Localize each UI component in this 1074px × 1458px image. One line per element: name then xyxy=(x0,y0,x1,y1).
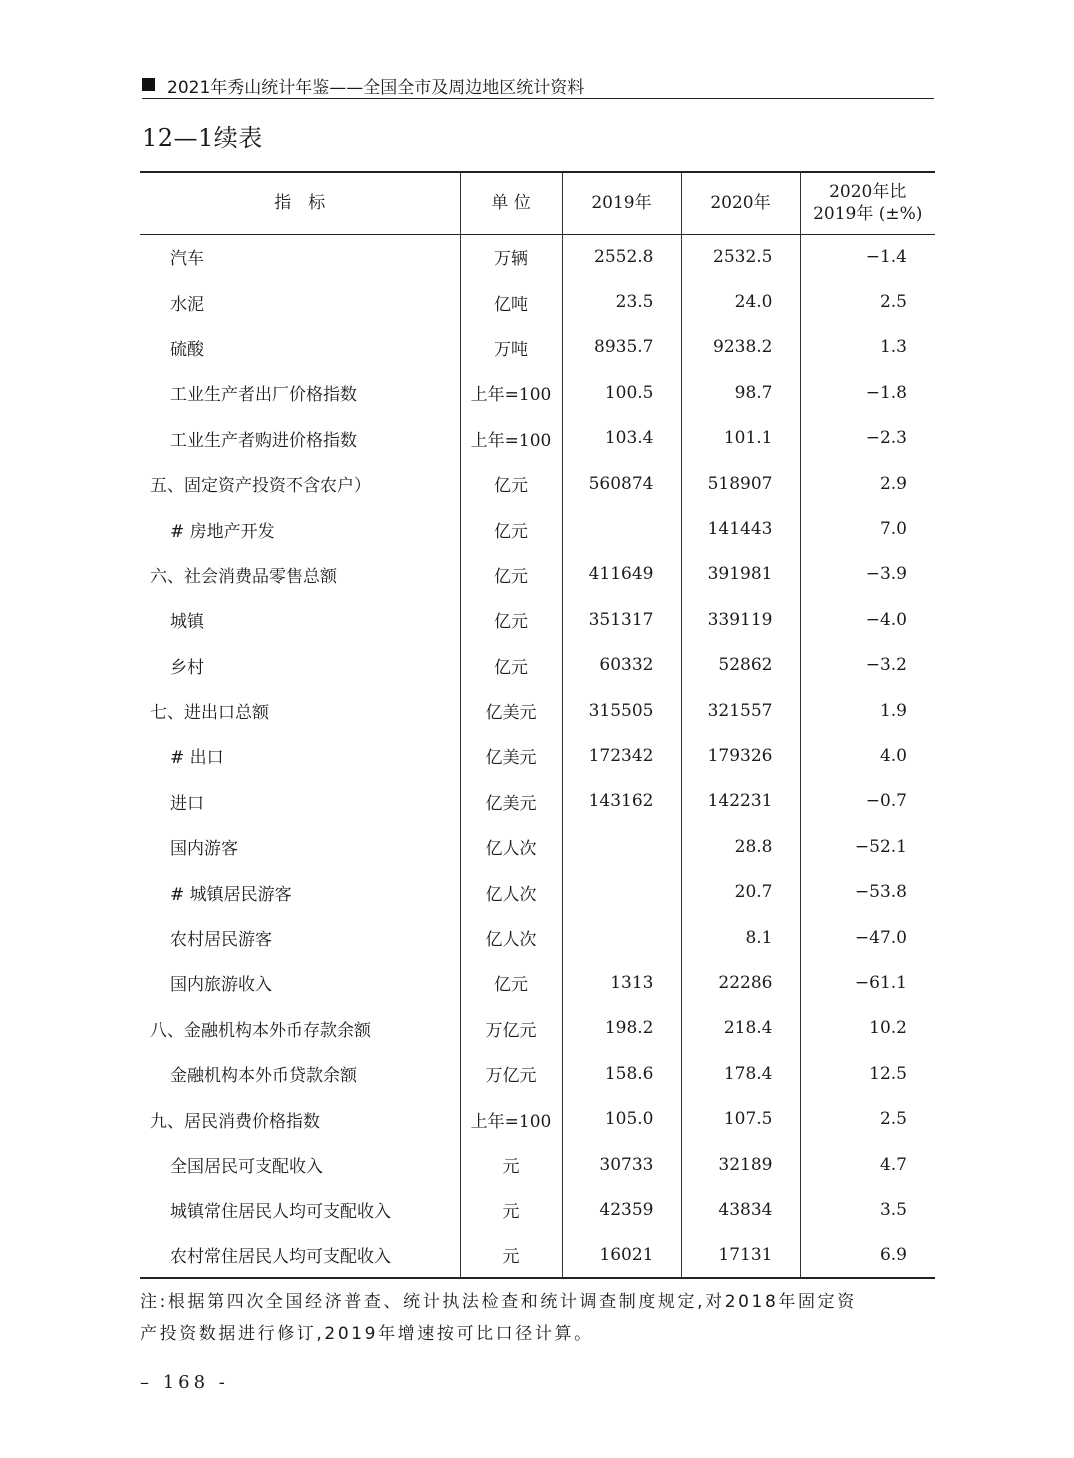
value-2020-cell: 8.1 xyxy=(681,915,800,960)
change-cell: −47.0 xyxy=(800,915,935,960)
change-cell: 2.5 xyxy=(800,279,935,324)
indicator-cell: 七、进出口总额 xyxy=(150,703,269,724)
change-cell: −1.4 xyxy=(800,234,935,279)
indicator-cell: # 房地产开发 xyxy=(170,521,275,542)
change-cell: 1.9 xyxy=(800,688,935,733)
table-row xyxy=(140,279,935,324)
value-2020-cell: 24.0 xyxy=(681,279,800,324)
change-cell: 7.0 xyxy=(800,506,935,551)
page-number: – 168 - xyxy=(140,1372,229,1393)
indicator-cell: 城镇常住居民人均可支配收入 xyxy=(170,1202,391,1223)
value-2020-cell: 9238.2 xyxy=(681,325,800,370)
table-row xyxy=(140,416,935,461)
value-2019-cell: 60332 xyxy=(562,643,681,688)
table-row xyxy=(140,869,935,914)
value-2019-cell: 42359 xyxy=(562,1187,681,1232)
unit-cell: 亿美元 xyxy=(460,733,562,778)
value-2020-cell: 218.4 xyxy=(681,1006,800,1051)
header-square-icon xyxy=(142,78,155,91)
value-2020-cell: 339119 xyxy=(681,597,800,642)
indicator-cell: 金融机构本外币贷款余额 xyxy=(170,1066,357,1087)
table-row xyxy=(140,506,935,551)
value-2019-cell: 172342 xyxy=(562,733,681,778)
value-2020-cell: 22286 xyxy=(681,960,800,1005)
change-cell: −3.9 xyxy=(800,552,935,597)
col-header-2019: 2019年 xyxy=(562,172,681,234)
change-cell: 6.9 xyxy=(800,1233,935,1278)
table-row xyxy=(140,824,935,869)
unit-cell: 亿元 xyxy=(460,506,562,551)
value-2019-cell: 411649 xyxy=(562,552,681,597)
change-cell: −0.7 xyxy=(800,779,935,824)
unit-cell: 上年=100 xyxy=(460,1096,562,1141)
value-2020-cell: 178.4 xyxy=(681,1051,800,1096)
unit-cell: 亿美元 xyxy=(460,688,562,733)
indicator-cell: # 出口 xyxy=(170,748,224,769)
table-header-row xyxy=(140,172,935,234)
value-2020-cell: 28.8 xyxy=(681,824,800,869)
value-2019-cell: 8935.7 xyxy=(562,325,681,370)
change-cell: 3.5 xyxy=(800,1187,935,1232)
value-2019-cell xyxy=(562,869,681,914)
unit-cell: 亿美元 xyxy=(460,779,562,824)
value-2019-cell: 105.0 xyxy=(562,1096,681,1141)
value-2019-cell: 1313 xyxy=(562,960,681,1005)
unit-cell: 亿元 xyxy=(460,643,562,688)
table-note xyxy=(140,1286,940,1350)
unit-cell: 亿元 xyxy=(460,960,562,1005)
unit-cell: 亿吨 xyxy=(460,279,562,324)
note-line-2: 产投资数据进行修订,2019年增速按可比口径计算。 xyxy=(140,1324,594,1344)
col-header-change xyxy=(800,172,935,234)
col-header-change-line1: 2020年比 xyxy=(829,182,907,203)
change-cell: 2.5 xyxy=(800,1096,935,1141)
change-cell: −2.3 xyxy=(800,416,935,461)
change-cell: −3.2 xyxy=(800,643,935,688)
value-2019-cell: 143162 xyxy=(562,779,681,824)
unit-cell: 元 xyxy=(460,1187,562,1232)
col-header-change-line2: 2019年 (±%) xyxy=(813,204,923,225)
value-2019-cell: 100.5 xyxy=(562,370,681,415)
value-2020-cell: 32189 xyxy=(681,1142,800,1187)
value-2020-cell: 391981 xyxy=(681,552,800,597)
table-row xyxy=(140,234,935,279)
table-row xyxy=(140,1051,935,1096)
value-2019-cell: 2552.8 xyxy=(562,234,681,279)
indicator-cell: 汽车 xyxy=(170,249,204,270)
value-2020-cell: 2532.5 xyxy=(681,234,800,279)
table-row xyxy=(140,1006,935,1051)
change-cell: 4.0 xyxy=(800,733,935,778)
col-header-unit: 单 位 xyxy=(460,172,562,234)
value-2019-cell: 198.2 xyxy=(562,1006,681,1051)
value-2019-cell xyxy=(562,824,681,869)
value-2020-cell: 98.7 xyxy=(681,370,800,415)
indicator-cell: 农村居民游客 xyxy=(170,930,272,951)
table-row xyxy=(140,643,935,688)
table-row xyxy=(140,733,935,778)
unit-cell: 万亿元 xyxy=(460,1051,562,1096)
indicator-cell: 农村常住居民人均可支配收入 xyxy=(140,1233,460,1278)
value-2019-cell: 315505 xyxy=(562,688,681,733)
value-2020-cell: 101.1 xyxy=(681,416,800,461)
value-2020-cell: 518907 xyxy=(681,461,800,506)
indicator-cell: 工业生产者购进价格指数 xyxy=(170,430,357,451)
value-2019-cell: 30733 xyxy=(562,1142,681,1187)
header-title: 2021年秀山统计年鉴——全国全市及周边地区统计资料 xyxy=(167,77,585,98)
indicator-cell: 六、社会消费品零售总额 xyxy=(150,566,337,587)
table-row xyxy=(140,461,935,506)
change-cell: 12.5 xyxy=(800,1051,935,1096)
table-row xyxy=(140,1233,935,1278)
unit-cell: 亿人次 xyxy=(460,824,562,869)
value-2019-cell: 23.5 xyxy=(562,279,681,324)
indicator-cell: 国内游客 xyxy=(170,839,238,860)
table-row xyxy=(140,1096,935,1141)
unit-cell: 万亿元 xyxy=(460,1006,562,1051)
table-row xyxy=(140,1142,935,1187)
change-cell: 2.9 xyxy=(800,461,935,506)
statistics-table xyxy=(140,171,935,1279)
indicator-cell: 九、居民消费价格指数 xyxy=(150,1111,320,1132)
value-2020-cell: 52862 xyxy=(681,643,800,688)
table-row xyxy=(140,915,935,960)
change-cell: 1.3 xyxy=(800,325,935,370)
note-line-1: 注:根据第四次全国经济普查、统计执法检查和统计调查制度规定,对2018年固定资 xyxy=(140,1292,857,1312)
value-2020-cell: 107.5 xyxy=(681,1096,800,1141)
unit-cell: 亿人次 xyxy=(460,915,562,960)
unit-cell: 亿元 xyxy=(460,461,562,506)
value-2020-cell: 43834 xyxy=(681,1187,800,1232)
value-2020-cell: 179326 xyxy=(681,733,800,778)
indicator-cell: 进口 xyxy=(170,793,204,814)
value-2019-cell: 158.6 xyxy=(562,1051,681,1096)
table-body xyxy=(140,234,935,1278)
indicator-cell: 八、金融机构本外币存款余额 xyxy=(150,1020,371,1041)
table-row xyxy=(140,552,935,597)
table-row xyxy=(140,370,935,415)
running-header xyxy=(142,72,934,99)
unit-cell: 亿人次 xyxy=(460,869,562,914)
change-cell: 4.7 xyxy=(800,1142,935,1187)
unit-cell: 上年=100 xyxy=(460,370,562,415)
change-cell: −4.0 xyxy=(800,597,935,642)
indicator-cell: 国内旅游收入 xyxy=(170,975,272,996)
change-cell: 10.2 xyxy=(800,1006,935,1051)
indicator-cell: # 城镇居民游客 xyxy=(170,884,292,905)
indicator-cell: 城镇 xyxy=(170,612,204,633)
col-header-indicator: 指 标 xyxy=(140,172,460,234)
table-row xyxy=(140,1187,935,1232)
value-2019-cell xyxy=(562,506,681,551)
value-2020-cell: 17131 xyxy=(681,1233,800,1278)
table-row xyxy=(140,688,935,733)
change-cell: −1.8 xyxy=(800,370,935,415)
indicator-cell: 水泥 xyxy=(170,294,204,315)
table-row xyxy=(140,960,935,1005)
table-row xyxy=(140,779,935,824)
change-cell: −61.1 xyxy=(800,960,935,1005)
indicator-cell: 五、固定资产投资不含农户） xyxy=(150,476,371,497)
value-2019-cell: 103.4 xyxy=(562,416,681,461)
value-2020-cell: 141443 xyxy=(681,506,800,551)
value-2020-cell: 20.7 xyxy=(681,869,800,914)
indicator-cell: 全国居民可支配收入 xyxy=(170,1157,323,1177)
unit-cell: 上年=100 xyxy=(460,416,562,461)
table-title: 12—1续表 xyxy=(142,124,263,152)
indicator-cell: 工业生产者出厂价格指数 xyxy=(170,385,357,406)
change-cell: −52.1 xyxy=(800,824,935,869)
unit-cell: 亿元 xyxy=(460,552,562,597)
value-2019-cell: 16021 xyxy=(562,1233,681,1278)
value-2019-cell xyxy=(562,915,681,960)
change-cell: −53.8 xyxy=(800,869,935,914)
unit-cell: 亿元 xyxy=(460,597,562,642)
unit-cell: 元 xyxy=(460,1142,562,1187)
value-2019-cell: 560874 xyxy=(562,461,681,506)
col-header-2020: 2020年 xyxy=(681,172,800,234)
indicator-cell: 乡村 xyxy=(170,657,204,678)
value-2020-cell: 321557 xyxy=(681,688,800,733)
unit-cell: 元 xyxy=(460,1233,562,1278)
table-row xyxy=(140,597,935,642)
value-2019-cell: 351317 xyxy=(562,597,681,642)
table-row xyxy=(140,325,935,370)
indicator-cell: 硫酸 xyxy=(170,339,204,360)
unit-cell: 万辆 xyxy=(460,234,562,279)
value-2020-cell: 142231 xyxy=(681,779,800,824)
unit-cell: 万吨 xyxy=(460,325,562,370)
